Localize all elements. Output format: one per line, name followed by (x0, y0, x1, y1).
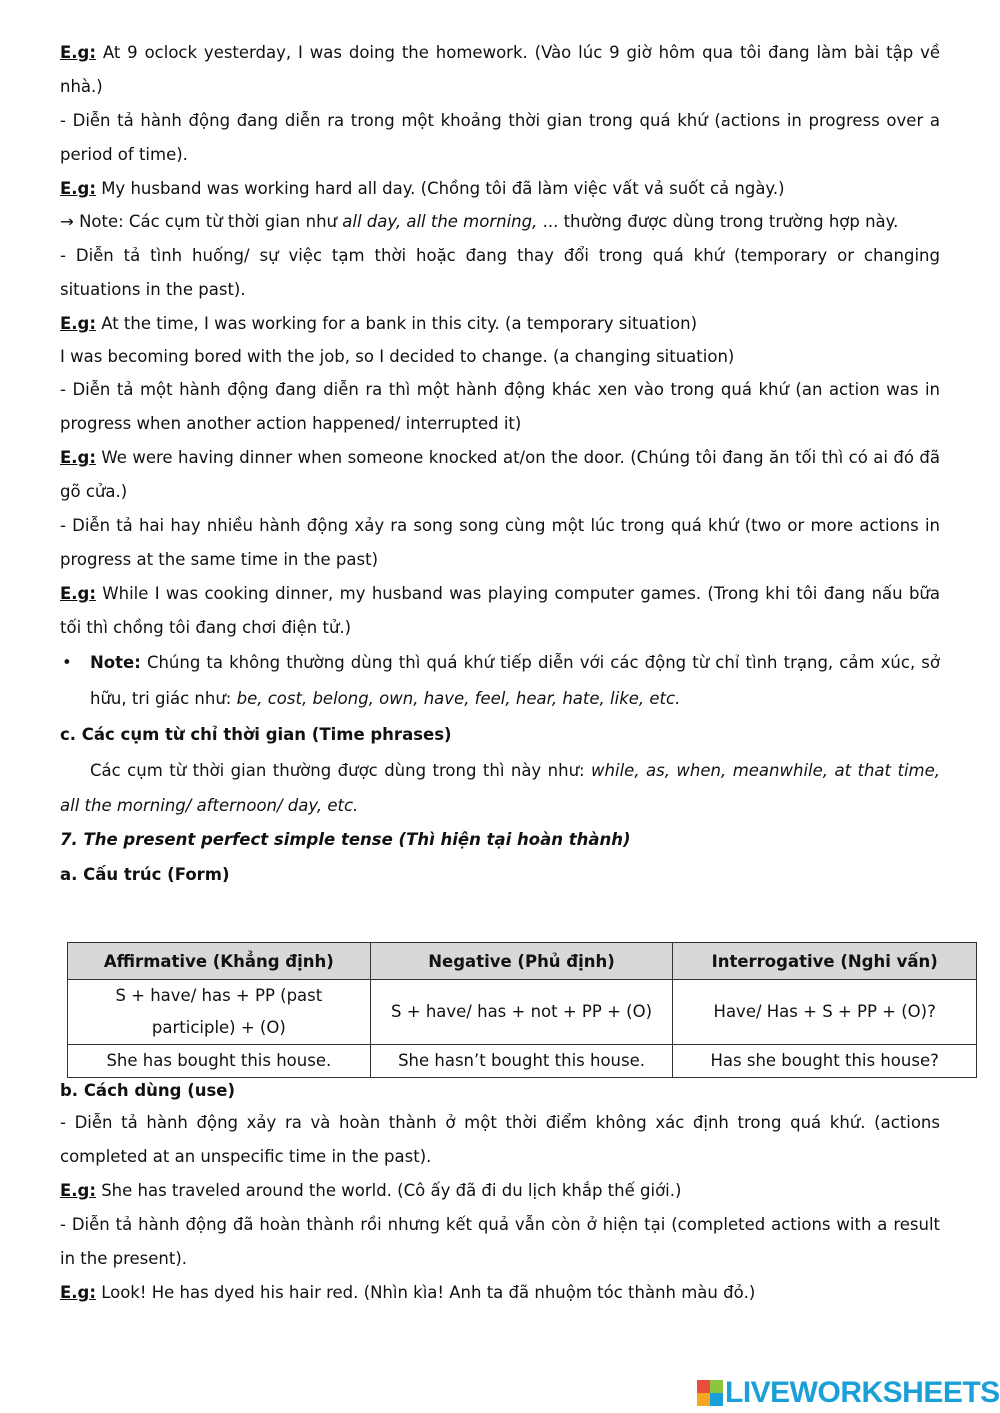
arrow-icon: → (60, 212, 74, 231)
liveworksheets-logo[interactable] (697, 1378, 1000, 1408)
heading-present-perfect: 7. The present perfect simple tense (Thì hiện tại hoàn thành) (60, 830, 631, 849)
usage-period: - Diễn tả hành động đang diễn ra trong một khoảng thời gian trong quá khứ (actions in progress over a period of time). (60, 111, 940, 164)
eg-label: E.g: (60, 179, 96, 198)
table-header-row (68, 943, 977, 980)
header-affirmative: Affirmative (Khẳng định) (68, 943, 371, 980)
header-negative: Negative (Phủ định) (370, 943, 673, 980)
example-7: E.g: Look! He has dyed his hair red. (Nhìn kìa! Anh ta đã nhuộm tóc thành màu đỏ.) (60, 1283, 756, 1302)
eg-label: E.g: (60, 584, 96, 603)
note-stative-verbs: • Note: Chúng ta không thường dùng thì quá khứ tiếp diễn với các động từ chỉ tình trạng, cảm xúc, sở hữu, tri giác như: be, cost, belong, own, have, feel, hear, hate, like, etc. (60, 645, 940, 717)
table-cell: S + have/ has + PP (past participle) + (O) (68, 980, 371, 1045)
usage-parallel: - Diễn tả hai hay nhiều hành động xảy ra song song cùng một lúc trong quá khứ (two or more actions in progress at the same time in the past) (60, 516, 940, 569)
example-1: E.g: At 9 oclock yesterday, I was doing the homework. (Vào lúc 9 giờ hôm qua tôi đang làm bài tập về nhà.) (60, 43, 940, 96)
logo-text: LIVEWORKSHEETS (725, 1376, 1000, 1409)
eg-label: E.g: (60, 43, 96, 62)
bullet-icon: • (62, 653, 72, 672)
document-body (60, 36, 940, 893)
heading-form: a. Cấu trúc (Form) (60, 865, 230, 884)
time-phrases-text: Các cụm từ thời gian thường được dùng trong thì này như: while, as, when, meanwhile, at that time, all the morning/ afternoon/ day, etc. (60, 761, 940, 815)
table-row (68, 980, 977, 1045)
usage-result-present: - Diễn tả hành động đã hoàn thành rồi nhưng kết quả vẫn còn ở hiện tại (completed actions with a result in the present). (60, 1215, 940, 1268)
example-3: E.g: At the time, I was working for a bank in this city. (a temporary situation) (60, 314, 698, 333)
header-interrogative: Interrogative (Nghi vấn) (673, 943, 977, 980)
heading-use: b. Cách dùng (use) (60, 1081, 236, 1100)
eg-label: E.g: (60, 314, 96, 333)
heading-time-phrases: c. Các cụm từ chỉ thời gian (Time phrases) (60, 725, 452, 744)
example-2: E.g: My husband was working hard all day. (Chồng tôi đã làm việc vất vả suốt cả ngày.) (60, 179, 785, 198)
table-cell: She has bought this house. (68, 1045, 371, 1078)
usage-unspecific-time: - Diễn tả hành động xảy ra và hoàn thành ở một thời điểm không xác định trong quá khứ. (actions completed at an unspecific time in the past). (60, 1113, 940, 1166)
usage-temporary: - Diễn tả tình huống/ sự việc tạm thời hoặc đang thay đổi trong quá khứ (temporary or changing situations in the past). (60, 246, 940, 299)
table-cell: S + have/ has + not + PP + (O) (370, 980, 673, 1045)
liveworksheets-logo-icon (697, 1380, 723, 1406)
note-time-phrases: → Note: Các cụm từ thời gian như all day, all the morning, ... thường được dùng trong trường hợp này. (60, 212, 899, 231)
eg-label: E.g: (60, 448, 96, 467)
usage-interrupted: - Diễn tả một hành động đang diễn ra thì một hành động khác xen vào trong quá khứ (an action was in progress when another action happened/ interrupted it) (60, 380, 940, 433)
example-4: E.g: We were having dinner when someone knocked at/on the door. (Chúng tôi đang ăn tối thì có ai đó đã gõ cửa.) (60, 448, 940, 501)
table-row (68, 1045, 977, 1078)
eg-label: E.g: (60, 1283, 96, 1302)
example-6: E.g: She has traveled around the world. (Cô ấy đã đi du lịch khắp thế giới.) (60, 1181, 682, 1200)
form-table (67, 942, 977, 1078)
example-3-continued: I was becoming bored with the job, so I decided to change. (a changing situation) (60, 347, 735, 366)
table-cell: Have/ Has + S + PP + (O)? (673, 980, 977, 1045)
example-5: E.g: While I was cooking dinner, my husband was playing computer games. (Trong khi tôi đang nấu bữa tối thì chồng tôi đang chơi điện tử.) (60, 584, 940, 637)
usage-section (60, 1076, 940, 1310)
table-cell: She hasn’t bought this house. (370, 1045, 673, 1078)
table-cell: Has she bought this house? (673, 1045, 977, 1078)
eg-label: E.g: (60, 1181, 96, 1200)
